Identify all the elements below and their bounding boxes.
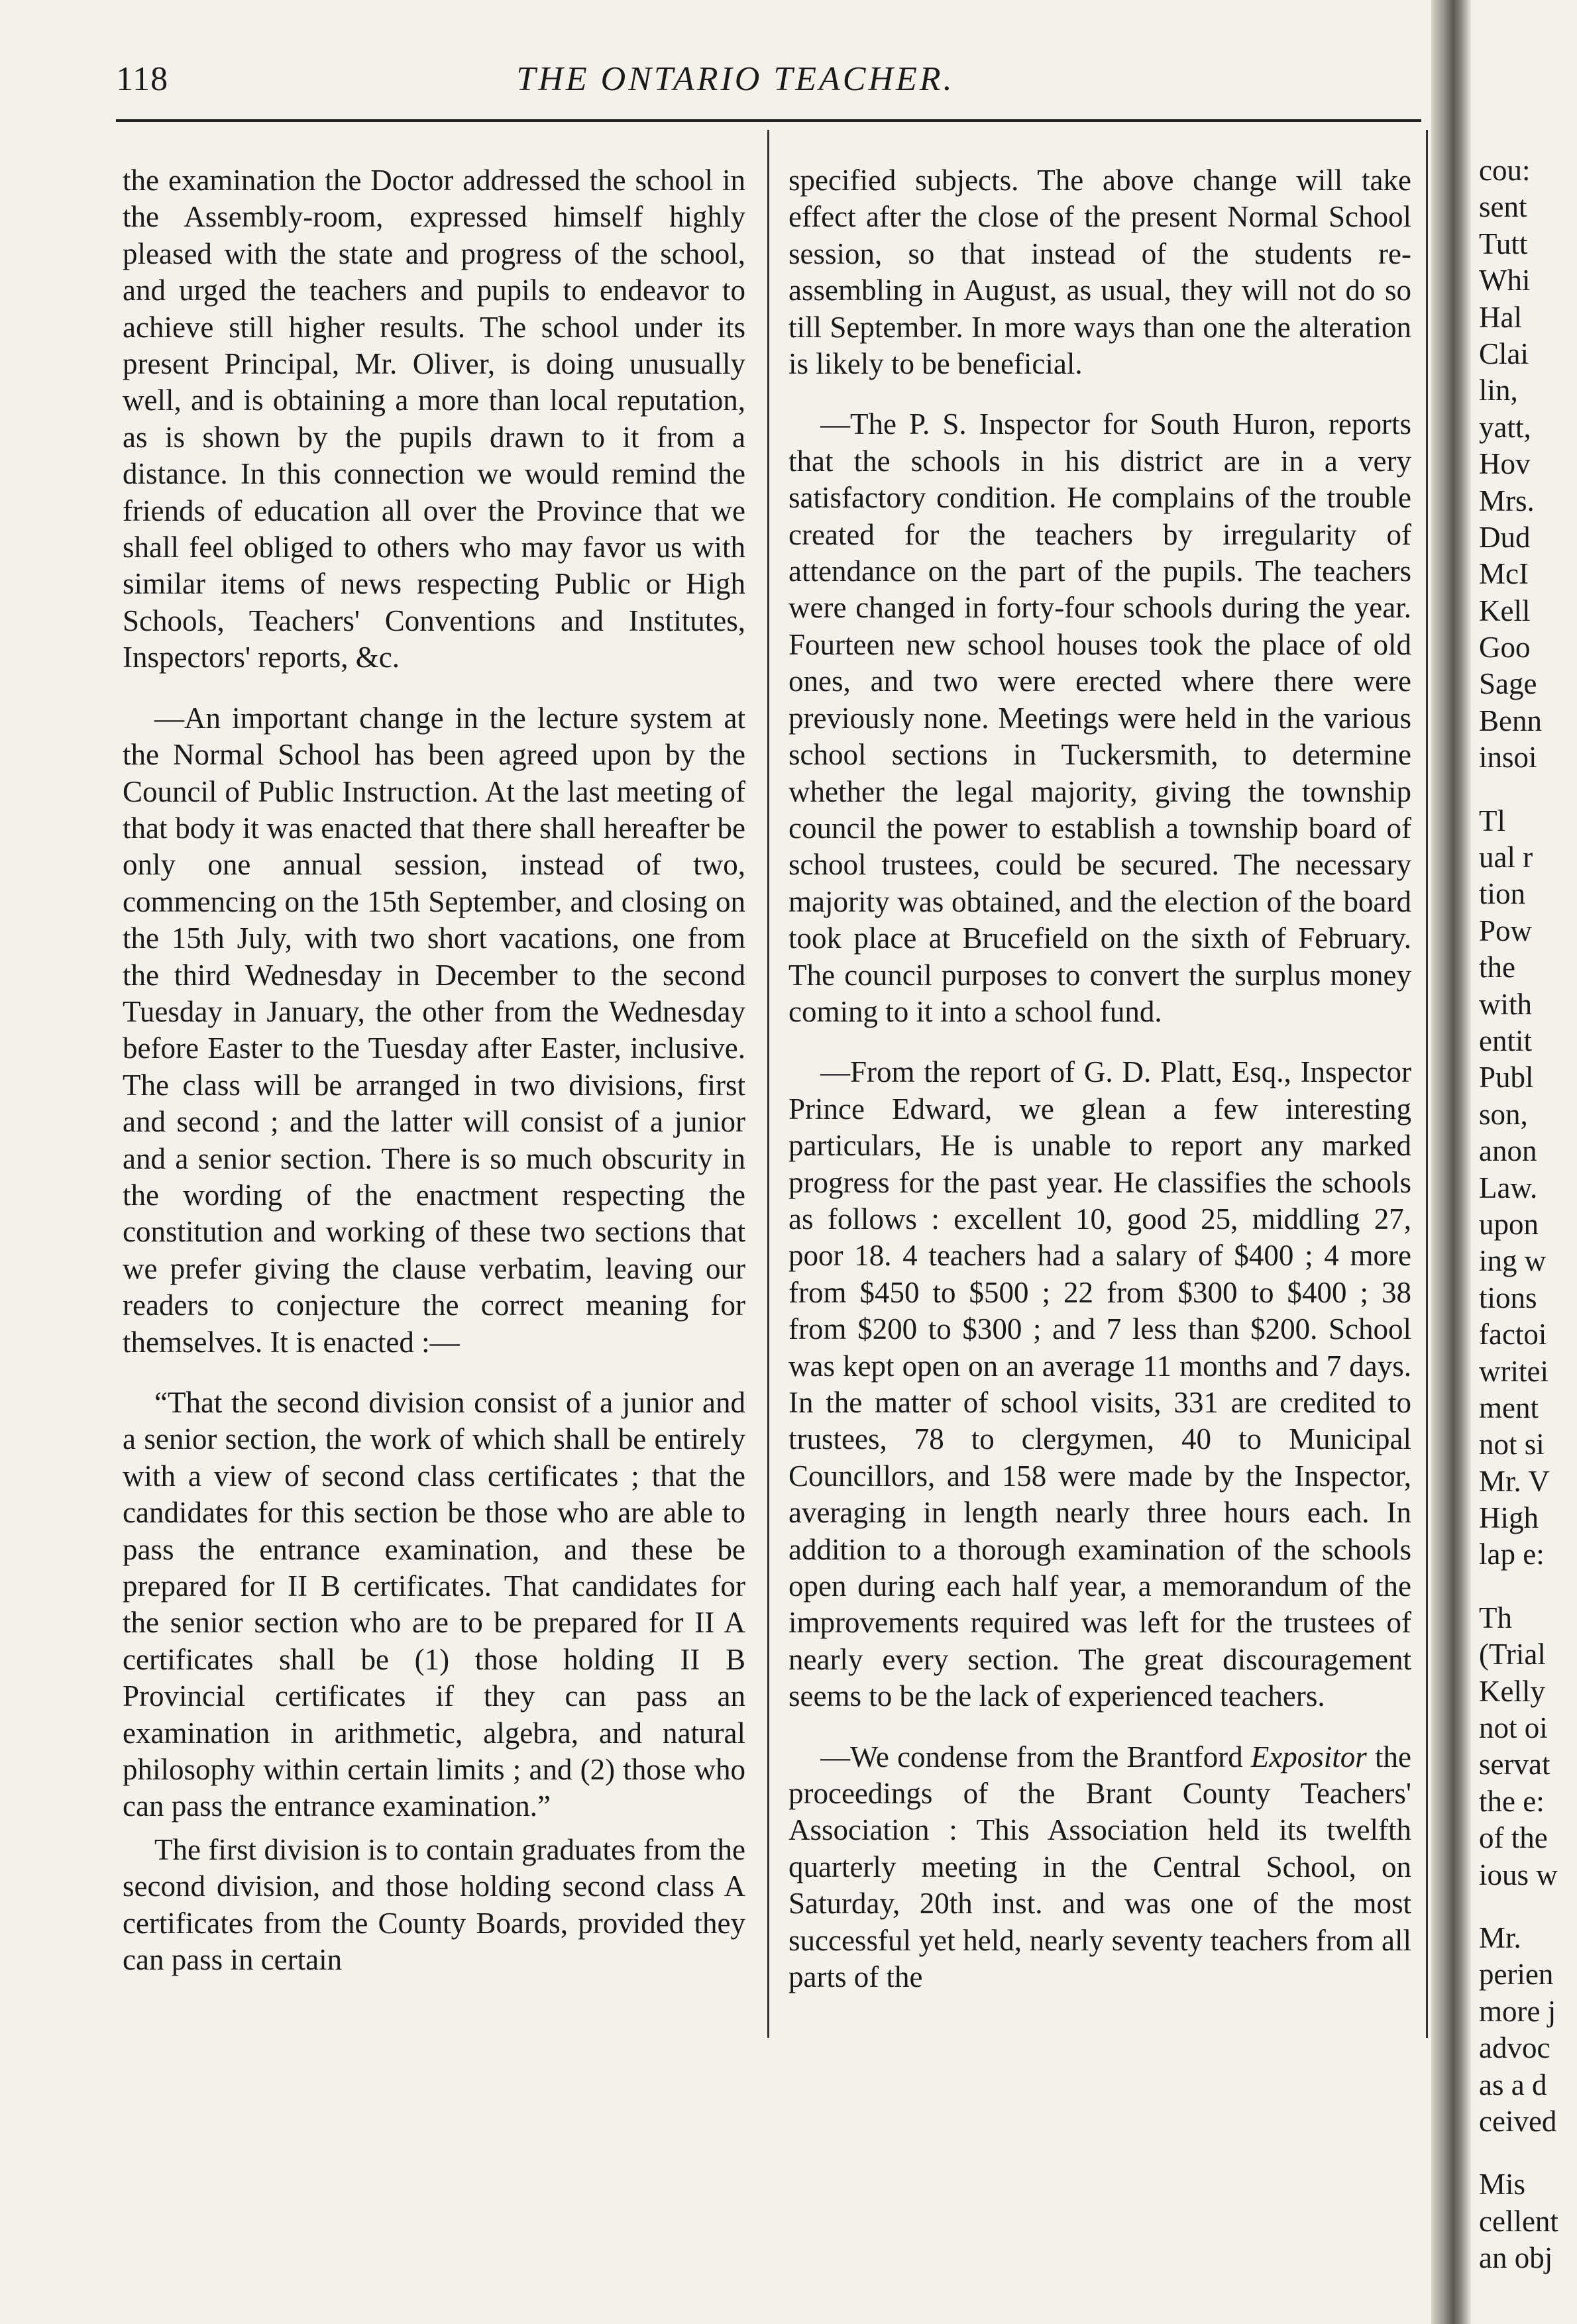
fragment-line: sent [1479,190,1527,224]
fragment-gap [1479,1893,1577,1920]
fragment-line: lap e: [1479,1538,1545,1571]
fragment-line: Kell [1479,594,1531,627]
fragment-line: Th [1479,1601,1512,1634]
fragment-line: cellent [1479,2204,1558,2238]
brant-text-end: the proceedings of the Brant County Teachers' Association : This Association held its twelfth quarterly meeting in the Central School, on Saturday, 20th inst. and was one of the most successful yet held, nearly seventy teachers from all parts of the [788,1740,1411,1994]
binding-gutter [1431,0,1471,2324]
fragment-line: Hov [1479,447,1531,481]
paragraph-enactment-quote: “That the second division consist of a junior and a senior section, the work of which shall be entirely with a view of second class certificates ; that the candidates for this section be those who are able to pass the entrance examination, and these be prepared for II B certificates. That candidates for the senior section who are to be prepared for II A certificates shall be (1) those holding II B Provincial certificates if they can pass an examination in arithmetic, algebra, and natural philosophy within certain limits ; and (2) those who can pass the entrance examination.” [123,1386,745,1823]
fragment-line: perien [1479,1958,1554,1991]
paragraph-brant-county [788,1739,1411,1996]
fragment-line: McI [1479,557,1529,591]
fragment-line: son, [1479,1097,1528,1131]
header-rule [116,119,1421,122]
fragment-line: Pow [1479,914,1533,947]
right-border-rule [1426,130,1428,2038]
fragment-gap [1479,1573,1577,1600]
fragment-line: Law. [1479,1171,1538,1204]
fragment-line: (Trial [1479,1638,1546,1671]
fragment-line: lin, [1479,374,1518,407]
fragment-line: cou: [1479,154,1531,187]
fragment-line: with [1479,987,1533,1021]
fragment-line: ual r [1479,841,1533,874]
paragraph-south-huron: —The P. S. Inspector for South Huron, reports that the schools in his district are in a very satisfactory condition. He complains of the trouble created for the teachers by irregularity of attendance on the part of the pupils. The teachers were changed in forty-four schools during the year. Fourteen new school houses took the place of old ones, and two were erected where there were previously none. Meetings were held in the various school sections in Tuckersmith, to determine whether the legal majority, giving the township council the power to establish a township board of school trustees, could be secured. The necessary majority was obtained, and the election of the board took place at Brucefield on the sixth of February. The council purposes to convert the surplus money coming to it into a school fund. [788,407,1411,1028]
fragment-line: tion [1479,877,1526,911]
fragment-line: Kelly [1479,1674,1545,1708]
running-title: THE ONTARIO TEACHER. [516,60,955,98]
fragment-line: insoi [1479,741,1537,774]
paragraph-normal-school-change: —An important change in the lecture system at the Normal School has been agreed upon by the Council of Public Instruction. At the last meeting of that body it was enacted that there shall hereafter be only one annual session, instead of two, commencing on the 15th September, and closing on the 15th July, with two short vacations, one from the third Wednesday in December to the second Tuesday in January, the other from the Wednesday before Easter to the Tuesday after Easter, inclusive. The class will be arranged in two divisions, first and second ; and the latter will consist of a junior and a senior section. There is so much obscurity in the wording of the enactment respecting the constitution and working of these two sections that we prefer giving the clause verbatim, leaving our readers to conjecture the correct meaning for themselves. It is enacted :— [123,701,745,1359]
fragment-line: Whi [1479,264,1531,297]
fragment-line: Mr. [1479,1921,1521,1954]
fragment-line: Dud [1479,520,1531,554]
fragment-line: more j [1479,1994,1556,2028]
fragment-line: anon [1479,1134,1537,1168]
fragment-line: as a d [1479,2068,1547,2101]
fragment-line: High [1479,1501,1539,1535]
adjacent-page-fragment [1479,152,1577,2276]
fragment-line: not oi [1479,1711,1548,1745]
fragment-line: the [1479,951,1515,984]
left-column [123,162,745,1979]
fragment-line: writei [1479,1354,1549,1388]
middle-column [788,162,1411,1996]
page-number: 118 [116,60,169,98]
fragment-line: Clai [1479,337,1529,370]
fragment-line: Goo [1479,631,1531,664]
paragraph-first-division: The first division is to contain graduates from the second division, and those holding second class A certificates from the County Boards, provided they can pass in certain [123,1832,745,1977]
fragment-gap [1479,776,1577,803]
fragment-line: of the [1479,1821,1548,1855]
fragment-line: the e: [1479,1784,1545,1818]
fragment-line: Hal [1479,300,1522,334]
fragment-line: yatt, [1479,410,1531,444]
fragment-line: factoi [1479,1318,1547,1351]
paragraph-specified-subjects: specified subjects. The above change will take effect after the close of the present Normal School session, so that instead of the students re-assembling in August, as usual, they will not do so till September. In more ways than one the alteration is likely to be beneficial. [788,164,1411,381]
fragment-line: Mis [1479,2168,1526,2201]
fragment-line: Mrs. [1479,484,1535,517]
column-divider [767,130,769,2038]
fragment-line: Tl [1479,804,1505,837]
fragment-line: an obj [1479,2241,1553,2275]
paragraph-examination: the examination the Doctor addressed the school in the Assembly-room, expressed himself highly pleased with the state and progress of the school, and urged the teachers and pupils to endeavor to achieve still higher results. The school under its present Principal, Mr. Oliver, is doing unusually well, and is obtaining a more than local reputation, as is shown by the pupils drawn to it from a distance. In this connection we would remind the friends of education all over the Province that we shall feel obliged to others who may favor us with similar items of news respecting Public or High Schools, Teachers' Conventions and Institutes, Inspectors' reports, &c. [123,164,745,674]
fragment-line: entit [1479,1024,1532,1057]
expositor-title: Expositor [1250,1740,1367,1773]
fragment-line: servat [1479,1748,1550,1781]
fragment-line: Tutt [1479,227,1528,260]
fragment-line: ceived [1479,2104,1557,2138]
fragment-line: Benn [1479,704,1542,737]
fragment-line: upon [1479,1207,1539,1241]
fragment-line: Publ [1479,1061,1534,1094]
fragment-line: tions [1479,1281,1537,1314]
brant-text-start: —We condense from the Brantford [820,1740,1251,1773]
fragment-line: ing w [1479,1244,1547,1278]
fragment-line: ious w [1479,1858,1558,1891]
fragment-line: ment [1479,1391,1539,1424]
fragment-line: not si [1479,1428,1545,1461]
fragment-line: Sage [1479,667,1537,701]
fragment-gap [1479,2140,1577,2166]
paragraph-prince-edward: —From the report of G. D. Platt, Esq., Inspector Prince Edward, we glean a few interesting particulars, He is unable to report any marked progress for the past year. He classifies the schools as follows : excellent 10, good 25, middling 27, poor 18. 4 teachers had a salary of $400 ; 4 more from $450 to $500 ; 22 from $300 to $400 ; 38 from $200 to $300 ; and 7 less than $200. School was kept open on an average 11 months and 7 days. In the matter of school visits, 331 are credited to trustees, 78 to clergymen, 40 to Municipal Councillors, and 158 were made by the Inspector, averaging in length nearly three hours each. In addition to a thorough examination of the schools open during each half year, a memorandum of the improvements required was left for the trustees of nearly every section. The great discouragement seems to be the lack of experienced teachers. [788,1055,1411,1713]
fragment-line: advoc [1479,2031,1550,2065]
fragment-line: Mr. V [1479,1464,1550,1498]
